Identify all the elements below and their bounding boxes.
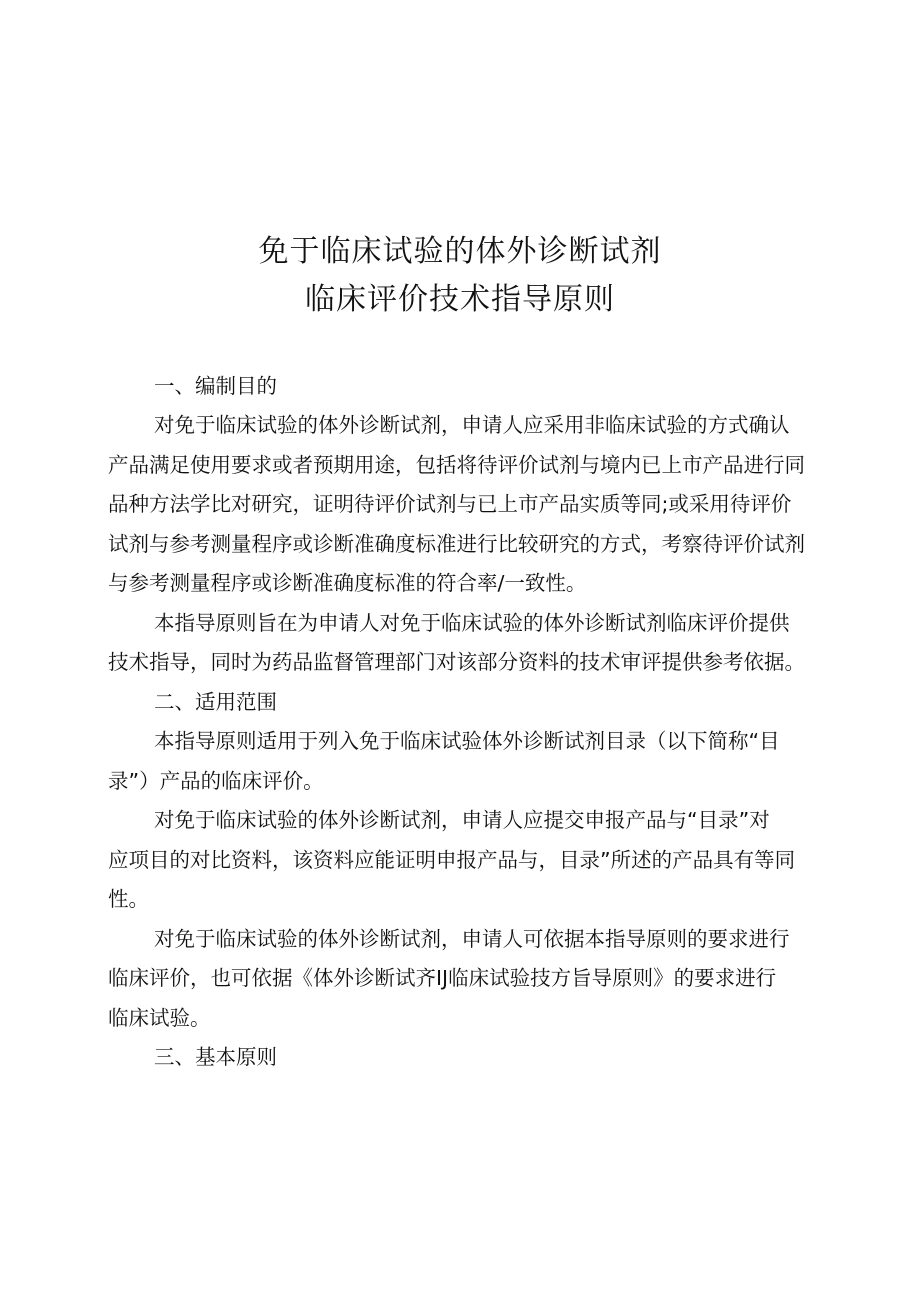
paragraph-line: 对免于临床试验的体外诊断试剂，申请人应采用非临床试验的方式确认 bbox=[154, 413, 790, 437]
section-heading-purpose: 一、编制目的 bbox=[154, 374, 277, 398]
paragraph-line: 临床试验。 bbox=[108, 1006, 211, 1030]
paragraph-line: 对免于临床试验的体外诊断试剂，申请人应提交申报产品与“目录”对 bbox=[154, 808, 770, 832]
section-heading-scope: 二、适用范围 bbox=[154, 690, 277, 714]
paragraph-line: 技术指导，同时为药品监督管理部门对该部分资料的技术审评提供参考依据。 bbox=[108, 650, 805, 674]
document-title-line-1: 免于临床试验的体外诊断试剂 bbox=[258, 234, 662, 269]
paragraph-line: 应项目的对比资料，该资料应能证明申报产品与，目录”所述的产品具有等同 bbox=[108, 848, 796, 872]
paragraph-line: 对免于临床试验的体外诊断试剂，申请人可依据本指导原则的要求进行 bbox=[154, 927, 790, 951]
paragraph-line: 产品满足使用要求或者预期用途，包括将待评价试剂与境内已上市产品进行同 bbox=[108, 453, 805, 477]
paragraph-line: 性。 bbox=[108, 887, 149, 911]
paragraph-line: 与参考测量程序或诊断准确度标准的符合率/一致性。 bbox=[108, 571, 587, 595]
document-title-line-2: 临床评价技术指导原则 bbox=[305, 282, 615, 317]
paragraph-line: 试剂与参考测量程序或诊断准确度标准进行比较研究的方式，考察待评价试剂 bbox=[108, 532, 805, 556]
paragraph-line: 临床评价，也可依据《体外诊断试齐IJ临床试验技方旨导原则》的要求进行 bbox=[108, 966, 777, 990]
paragraph-line: 录”）产品的临床评价。 bbox=[108, 769, 324, 793]
paragraph-line: 品种方法学比对研究，证明待评价试剂与已上市产品实质等同;或采用待评价 bbox=[108, 492, 792, 516]
paragraph-line: 本指导原则适用于列入免于临床试验体外诊断试剂目录（以下简称“目 bbox=[154, 729, 780, 753]
section-heading-principles: 三、基本原则 bbox=[154, 1045, 277, 1069]
paragraph-line: 本指导原则旨在为申请人对免于临床试验的体外诊断试剂临床评价提供 bbox=[154, 611, 790, 635]
